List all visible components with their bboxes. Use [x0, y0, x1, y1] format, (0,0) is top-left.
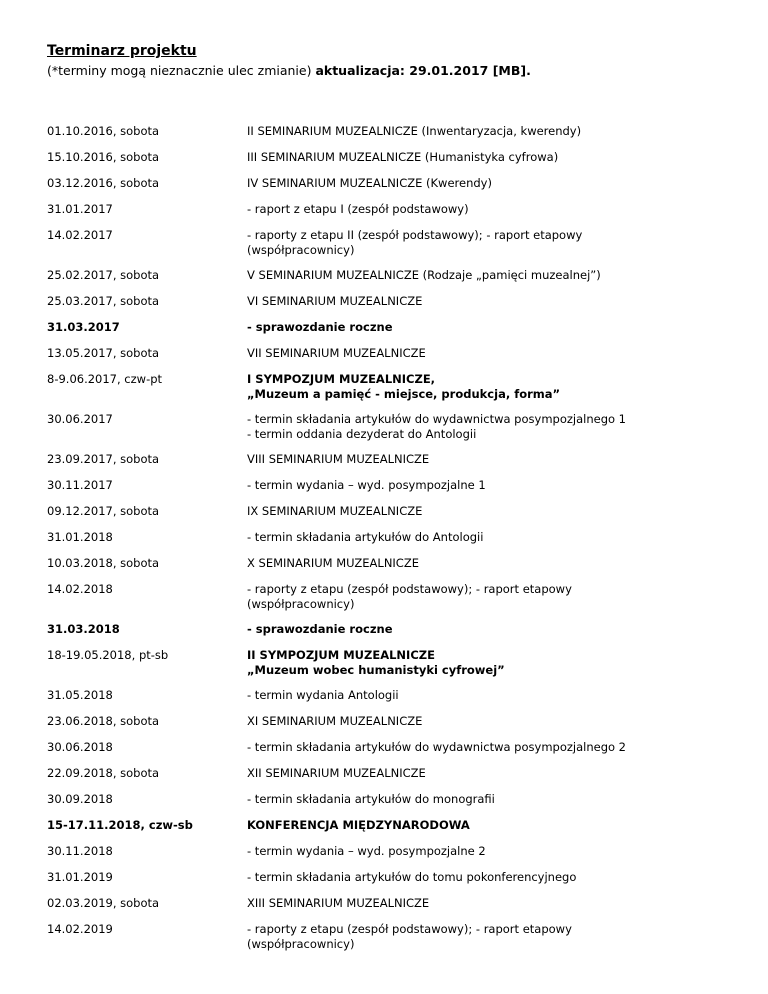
schedule-description [247, 124, 727, 139]
schedule-description [247, 268, 727, 283]
schedule-date: 10.03.2018, sobota [47, 556, 160, 570]
schedule-description [247, 452, 727, 467]
schedule-date: 31.05.2018 [47, 688, 113, 702]
schedule-date: 31.03.2017 [47, 320, 120, 334]
document-subtitle [47, 61, 531, 80]
schedule-date: 23.09.2017, sobota [47, 452, 160, 466]
schedule-date: 09.12.2017, sobota [47, 504, 160, 518]
update-info: aktualizacja: 29.01.2017 [MB]. [315, 63, 531, 78]
schedule-description [247, 844, 727, 859]
description-line: „Muzeum wobec humanistyki cyfrowej” [247, 663, 505, 677]
document-title: Terminarz projektu [47, 43, 197, 59]
description-line: XII SEMINARIUM MUZEALNICZE [247, 766, 426, 780]
description-line: - termin składania artykułów do wydawnictwa posympozjalnego 2 [247, 740, 627, 754]
description-line: VIII SEMINARIUM MUZEALNICZE [247, 452, 430, 466]
schedule-date: 15.10.2016, sobota [47, 150, 160, 164]
schedule-date: 14.02.2017 [47, 228, 113, 242]
schedule-description [247, 870, 727, 885]
schedule-date: 31.01.2019 [47, 870, 113, 884]
description-line: - termin składania artykułów do monografii [247, 792, 495, 806]
schedule-date: 01.10.2016, sobota [47, 124, 160, 138]
schedule-date: 03.12.2016, sobota [47, 176, 160, 190]
description-line: - termin składania artykułów do wydawnictwa posympozjalnego 1 [247, 412, 627, 426]
description-line: „Muzeum a pamięć - miejsce, produkcja, forma” [247, 387, 561, 401]
description-line: II SEMINARIUM MUZEALNICZE (Inwentaryzacja, kwerendy) [247, 124, 582, 138]
description-line: - termin oddania dezyderat do Antologii [247, 427, 477, 441]
description-line: - termin wydania – wyd. posympozjalne 2 [247, 844, 486, 858]
schedule-description [247, 176, 727, 191]
description-line: XIII SEMINARIUM MUZEALNICZE [247, 896, 430, 910]
schedule-date: 23.06.2018, sobota [47, 714, 160, 728]
schedule-description [247, 372, 727, 402]
schedule-date: 30.11.2017 [47, 478, 113, 492]
schedule-date: 30.06.2018 [47, 740, 113, 754]
schedule-description [247, 740, 727, 755]
description-line: II SYMPOZJUM MUZEALNICZE [247, 648, 435, 662]
description-line: (współpracownicy) [247, 937, 355, 951]
description-line: - raporty z etapu (zespół podstawowy); - raport etapowy [247, 922, 572, 936]
schedule-description [247, 478, 727, 493]
schedule-date: 14.02.2018 [47, 582, 113, 596]
description-line: KONFERENCJA MIĘDZYNARODOWA [247, 818, 470, 832]
schedule-date: 31.03.2018 [47, 622, 120, 636]
schedule-description [247, 320, 727, 335]
description-line: XI SEMINARIUM MUZEALNICZE [247, 714, 423, 728]
description-line: - termin wydania – wyd. posympozjalne 1 [247, 478, 486, 492]
schedule-description [247, 648, 727, 678]
schedule-date: 18-19.05.2018, pt-sb [47, 648, 169, 662]
document-header [47, 42, 531, 80]
schedule-description [247, 922, 727, 952]
schedule-description [247, 714, 727, 729]
description-line: IV SEMINARIUM MUZEALNICZE (Kwerendy) [247, 176, 492, 190]
schedule-description [247, 294, 727, 309]
schedule-date: 22.09.2018, sobota [47, 766, 160, 780]
schedule-date: 14.02.2019 [47, 922, 113, 936]
schedule-description [247, 622, 727, 637]
schedule-date: 31.01.2017 [47, 202, 113, 216]
schedule-description [247, 896, 727, 911]
schedule-description [247, 530, 727, 545]
schedule-description [247, 412, 727, 442]
schedule-date: 8-9.06.2017, czw-pt [47, 372, 163, 386]
description-line: IX SEMINARIUM MUZEALNICZE [247, 504, 423, 518]
schedule-description [247, 346, 727, 361]
schedule-date: 15-17.11.2018, czw-sb [47, 818, 193, 832]
schedule-date: 31.01.2018 [47, 530, 113, 544]
description-line: VII SEMINARIUM MUZEALNICZE [247, 346, 426, 360]
description-line: - termin składania artykułów do Antologii [247, 530, 484, 544]
description-line: - termin składania artykułów do tomu pokonferencyjnego [247, 870, 577, 884]
schedule-description [247, 688, 727, 703]
schedule-date: 30.11.2018 [47, 844, 113, 858]
schedule-description [247, 556, 727, 571]
schedule-date: 25.03.2017, sobota [47, 294, 160, 308]
description-line: I SYMPOZJUM MUZEALNICZE, [247, 372, 436, 386]
schedule-description [247, 818, 727, 833]
description-line: X SEMINARIUM MUZEALNICZE [247, 556, 419, 570]
description-line: - raporty z etapu (zespół podstawowy); - raport etapowy [247, 582, 572, 596]
schedule-date: 25.02.2017, sobota [47, 268, 160, 282]
schedule-description [247, 582, 727, 612]
description-line: - raporty z etapu II (zespół podstawowy); - raport etapowy [247, 228, 583, 242]
description-line: - raport z etapu I (zespół podstawowy) [247, 202, 469, 216]
description-line: (współpracownicy) [247, 597, 355, 611]
schedule-description [247, 792, 727, 807]
schedule-date: 30.09.2018 [47, 792, 113, 806]
description-line: - sprawozdanie roczne [247, 320, 393, 334]
description-line: - sprawozdanie roczne [247, 622, 393, 636]
schedule-description [247, 504, 727, 519]
schedule-date: 13.05.2017, sobota [47, 346, 160, 360]
description-line: V SEMINARIUM MUZEALNICZE (Rodzaje „pamięci muzealnej”) [247, 268, 601, 282]
schedule-date: 30.06.2017 [47, 412, 113, 426]
description-line: - termin wydania Antologii [247, 688, 399, 702]
schedule-description [247, 766, 727, 781]
description-line: III SEMINARIUM MUZEALNICZE (Humanistyka cyfrowa) [247, 150, 559, 164]
schedule-note: (*terminy mogą nieznacznie ulec zmianie) [47, 63, 312, 78]
description-line: VI SEMINARIUM MUZEALNICZE [247, 294, 423, 308]
description-line: (współpracownicy) [247, 243, 355, 257]
schedule-date: 02.03.2019, sobota [47, 896, 160, 910]
schedule-description [247, 202, 727, 217]
schedule-description [247, 150, 727, 165]
schedule-description [247, 228, 727, 258]
